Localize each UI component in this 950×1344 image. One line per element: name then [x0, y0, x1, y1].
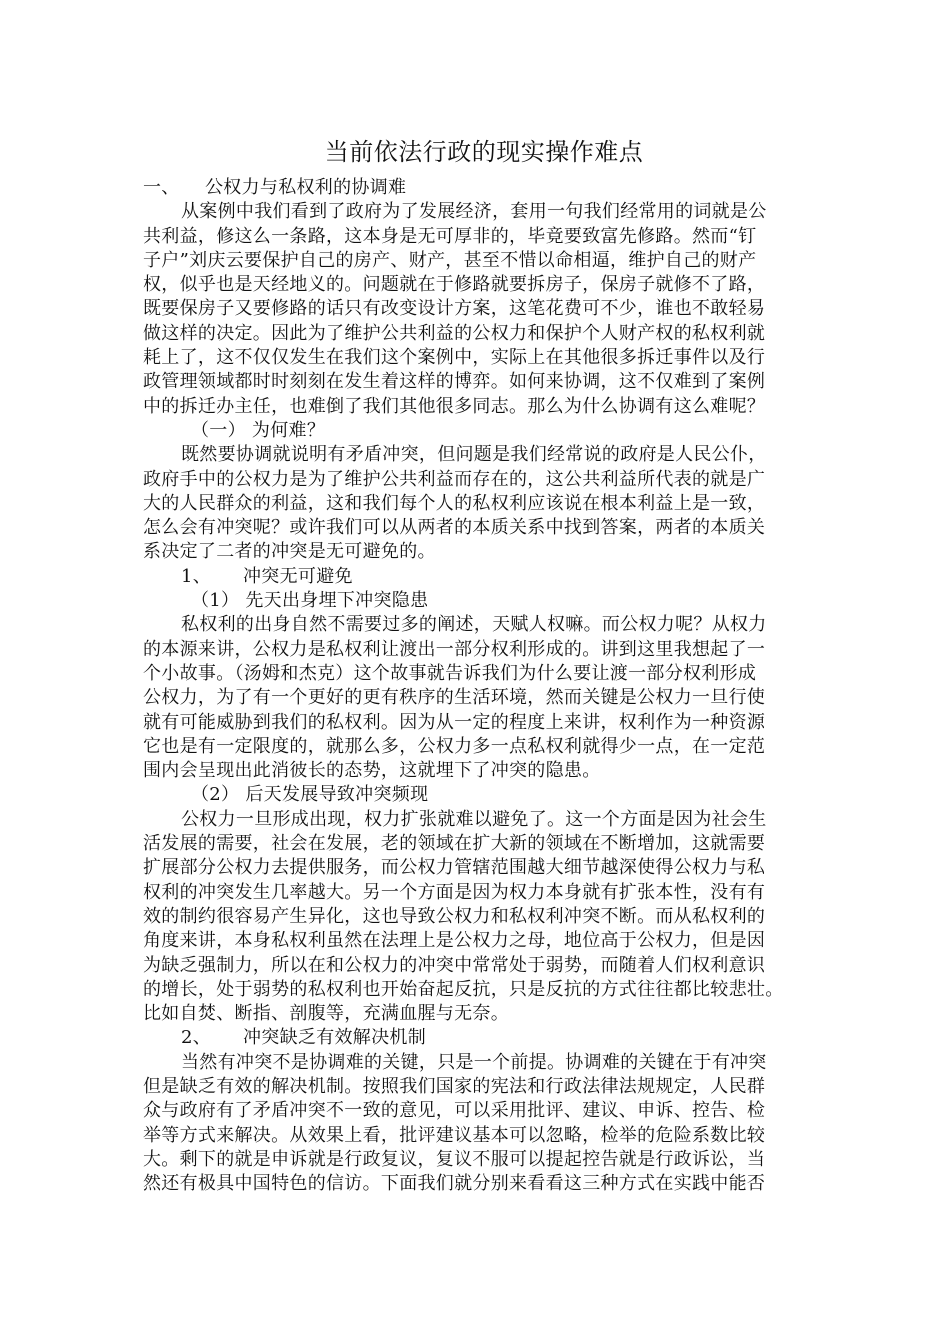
section-heading-text: 公权力与私权利的协调难 [205, 177, 407, 198]
document-title: 当前依法行政的现实操作难点 [324, 138, 644, 166]
paragraph [143, 808, 825, 1027]
paragraph-line: 个小故事。（汤姆和杰克）这个故事就告诉我们为什么要让渡一部分权利形成 [143, 662, 757, 684]
paragraph-line: 既要保房子又要修路的话只有改变设计方案，这笔花费可不少，谁也不敢轻易 [143, 298, 766, 320]
paragraph-line: 然还有极具中国特色的信访。下面我们就分别来看看这三种方式在实践中能否 [143, 1173, 766, 1195]
paragraph-line: 权，似乎也是天经地义的。问题就在于修路就要拆房子，保房子就修不了路， [143, 274, 766, 296]
paragraph-line: 系决定了二者的冲突是无可避免的。 [143, 541, 436, 563]
paragraph-line: 政府手中的公权力是为了维护公共利益而存在的，这公共利益所代表的就是广 [143, 468, 766, 490]
document-page [143, 132, 825, 1196]
item-heading [143, 1026, 825, 1050]
paragraph-line: 政管理领域都时时刻刻在发生着这样的博弈。如何来协调，这不仅难到了案例 [143, 371, 766, 393]
paragraph-line: 举等方式来解决。从效果上看，批评建议基本可以忽略，检举的危险系数比较 [143, 1124, 766, 1146]
paragraph-line: 权利的冲突发生几率越大。另一个方面是因为权力本身就有扩张本性，没有有 [143, 881, 766, 903]
paragraph [143, 200, 825, 419]
paragraph-line: 比如自焚、断指、剖腹等，充满血腥与无奈。 [143, 1003, 509, 1025]
paragraph-line: 既然要协调就说明有矛盾冲突，但问题是我们经常说的政府是人民公仆， [181, 444, 767, 466]
paragraph-line: 公权力一旦形成出现，权力扩张就难以避免了。这一个方面是因为社会生 [181, 808, 767, 830]
paragraph-line: 公权力，为了有一个更好的更有秩序的生活环境，然而关键是公权力一旦行使 [143, 687, 766, 709]
paragraph-line: 的本源来讲，公权力是私权利让渡出一部分权利形成的。讲到这里我想起了一 [143, 638, 766, 660]
paragraph-line: 就有可能威胁到我们的私权利。因为从一定的程度上来讲，权利作为一种资源 [143, 711, 766, 733]
paragraph-line: 围内会呈现出此消彼长的态势，这就埋下了冲突的隐患。 [143, 760, 601, 782]
section-number: 一、 [143, 177, 180, 198]
paragraph-line: 扩展部分公权力去提供服务，而公权力管辖范围越大细节越深使得公权力与私 [143, 857, 766, 879]
subitem-heading: （2） 后天发展导致冲突频现 [191, 784, 429, 806]
item-heading [143, 565, 825, 589]
paragraph-line: 大的人民群众的利益，这和我们每个人的私权利应该说在根本利益上是一致， [143, 492, 766, 514]
paragraph-line: 效的制约很容易产生异化，这也导致公权力和私权利冲突不断。而从私权利的 [143, 905, 766, 927]
paragraph-line: 角度来讲，本身私权利虽然在法理上是公权力之母，地位高于公权力，但是因 [143, 930, 766, 952]
section-heading [143, 176, 825, 200]
paragraph-line: 众与政府有了矛盾冲突不一致的意见，可以采用批评、建议、申诉、控告、检 [143, 1100, 766, 1122]
paragraph-line: 耗上了，这不仅仅发生在我们这个案例中，实际上在其他很多拆迁事件以及行 [143, 347, 766, 369]
paragraph-line: 怎么会有冲突呢？或许我们可以从两者的本质关系中找到答案，两者的本质关 [143, 517, 766, 539]
paragraph-line: 私权利的出身自然不需要过多的阐述，天赋人权嘛。而公权力呢？从权力 [181, 614, 767, 636]
paragraph-line: 它也是有一定限度的，就那么多，公权力多一点私权利就得少一点，在一定范 [143, 735, 766, 757]
item-heading-text: 冲突无可避免 [243, 565, 353, 587]
subsection-heading: （一） 为何难？ [191, 419, 326, 441]
item-number: 2、 [181, 1027, 212, 1049]
paragraph-line: 共利益，修这么一条路，这本身是无可厚非的，毕竟要致富先修路。然而“钉 [143, 225, 757, 247]
paragraph-line: 子户”刘庆云要保护自己的房产、财产，甚至不惜以命相逼，维护自己的财产 [143, 249, 757, 271]
paragraph-line: 从案例中我们看到了政府为了发展经济，套用一句我们经常用的词就是公 [181, 201, 767, 223]
paragraph [143, 443, 825, 564]
paragraph-line: 做这样的决定。因此为了维护公共利益的公权力和保护个人财产权的私权利就 [143, 322, 766, 344]
item-heading-text: 冲突缺乏有效解决机制 [243, 1027, 426, 1049]
paragraph-line: 当然有冲突不是协调难的关键，只是一个前提。协调难的关键在于有冲突 [181, 1051, 767, 1073]
paragraph-line: 的增长，处于弱势的私权利也开始奋起反抗，只是反抗的方式往往都比较悲壮。 [143, 978, 784, 1000]
paragraph-line: 为缺乏强制力，所以在和公权力的冲突中常常处于弱势，而随着人们权利意识 [143, 954, 766, 976]
paragraph [143, 613, 825, 783]
paragraph [143, 1051, 825, 1197]
paragraph-line: 但是缺乏有效的解决机制。按照我们国家的宪法和行政法律法规规定，人民群 [143, 1075, 766, 1097]
paragraph-line: 中的拆迁办主任，也难倒了我们其他很多同志。那么为什么协调有这么难呢？ [143, 395, 766, 417]
paragraph-line: 大。剩下的就是申诉就是行政复议，复议不服可以提起控告就是行政诉讼，当 [143, 1148, 766, 1170]
subitem-heading: （1） 先天出身埋下冲突隐患 [191, 590, 429, 612]
item-number: 1、 [181, 565, 212, 587]
paragraph-line: 活发展的需要，社会在发展，老的领域在扩大新的领域在不断增加，这就需要 [143, 833, 766, 855]
